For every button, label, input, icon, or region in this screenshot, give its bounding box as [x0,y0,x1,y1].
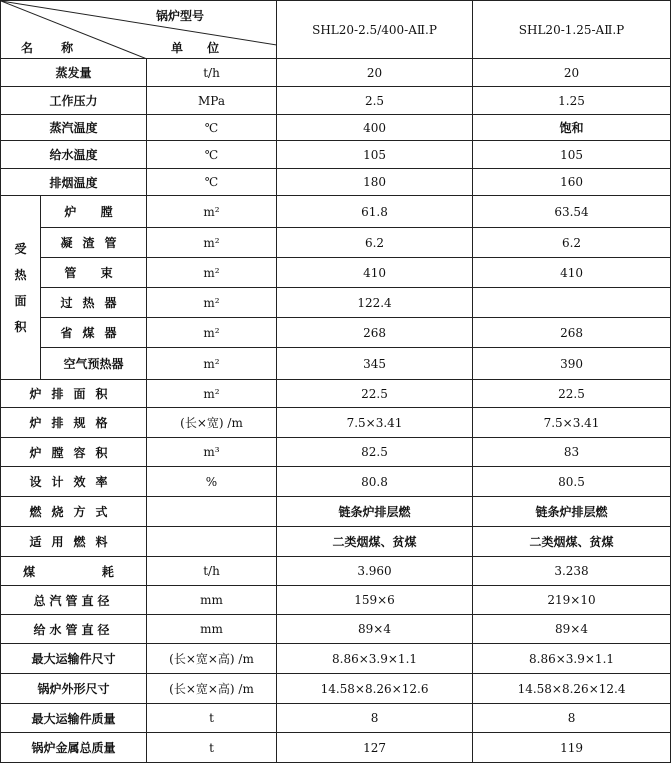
row-value-a: 80.8 [277,467,473,497]
model-a-header: SHL20-2.5/400-AⅡ.P [277,1,473,59]
row-unit: ℃ [147,115,277,141]
row-value-b: 83 [473,438,671,467]
row-name: 锅炉外形尺寸 [1,674,147,704]
row-value-b: 6.2 [473,228,671,258]
row-unit: m² [147,318,277,348]
row-value-b: 80.5 [473,467,671,497]
row-unit: ℃ [147,141,277,169]
table-row [1,318,671,348]
row-value-a: 82.5 [277,438,473,467]
table-row [1,497,671,527]
row-name: 燃烧方式 [1,497,147,527]
row-name: 排烟温度 [1,169,147,196]
table-row [1,115,671,141]
row-name: 锅炉金属总质量 [1,733,147,763]
row-unit: (长×宽×高) /m [147,674,277,704]
row-name: 蒸发量 [1,59,147,87]
row-unit: ℃ [147,169,277,196]
row-value-a: 180 [277,169,473,196]
row-name: 最大运输件质量 [1,704,147,733]
row-name: 管 束 [41,258,147,288]
row-value-a: 127 [277,733,473,763]
row-value-b: 20 [473,59,671,87]
table-row [1,87,671,115]
table-row [1,527,671,557]
row-unit: m³ [147,438,277,467]
row-value-b: 89×4 [473,615,671,644]
row-value-a: 268 [277,318,473,348]
row-name: 总汽管直径 [1,586,147,615]
row-value-b: 268 [473,318,671,348]
row-value-a: 6.2 [277,228,473,258]
table-row [1,733,671,763]
row-unit: MPa [147,87,277,115]
row-value-a: 8.86×3.9×1.1 [277,644,473,674]
row-value-a: 7.5×3.41 [277,408,473,438]
row-name: 炉膛容积 [1,438,147,467]
row-value-a: 8 [277,704,473,733]
table-row [1,615,671,644]
row-unit: m² [147,348,277,380]
model-header-label: 锅炉型号 [156,9,205,23]
header-row [1,1,671,59]
row-unit: t/h [147,557,277,586]
row-name: 给水管直径 [1,615,147,644]
table-row [1,704,671,733]
table-row [1,196,671,228]
row-name: 过热器 [41,288,147,318]
row-value-b: 105 [473,141,671,169]
header-diagonal-cell [1,1,277,59]
row-unit: m² [147,196,277,228]
table-row [1,169,671,196]
row-value-b: 119 [473,733,671,763]
table-row [1,408,671,438]
row-value-b: 14.58×8.26×12.4 [473,674,671,704]
row-value-b: 3.238 [473,557,671,586]
row-value-a: 400 [277,115,473,141]
table-row [1,59,671,87]
row-unit: t/h [147,59,277,87]
row-value-b: 链条炉排层燃 [473,497,671,527]
row-value-a: 链条炉排层燃 [277,497,473,527]
row-unit: m² [147,288,277,318]
row-unit: mm [147,586,277,615]
table-row [1,438,671,467]
row-name: 省煤器 [41,318,147,348]
name-header-label: 名 称 [21,41,86,55]
row-value-a: 159×6 [277,586,473,615]
table-row [1,557,671,586]
table-row [1,674,671,704]
table-row [1,467,671,497]
table-row [1,380,671,408]
row-unit: t [147,733,277,763]
row-name: 炉排面积 [1,380,147,408]
table-row [1,141,671,169]
row-value-a: 122.4 [277,288,473,318]
row-name: 工作压力 [1,87,147,115]
row-unit: mm [147,615,277,644]
row-unit: m² [147,380,277,408]
row-unit: % [147,467,277,497]
row-value-a: 二类烟煤、贫煤 [277,527,473,557]
row-value-b: 219×10 [473,586,671,615]
table-row [1,586,671,615]
row-unit [147,497,277,527]
row-value-a: 2.5 [277,87,473,115]
row-name: 给水温度 [1,141,147,169]
row-value-b: 63.54 [473,196,671,228]
row-unit: m² [147,258,277,288]
table-row [1,288,671,318]
row-value-b: 1.25 [473,87,671,115]
row-value-b: 二类烟煤、贫煤 [473,527,671,557]
table-row [1,348,671,380]
row-value-b: 饱和 [473,115,671,141]
row-name: 适用燃料 [1,527,147,557]
row-value-a: 61.8 [277,196,473,228]
row-value-b: 22.5 [473,380,671,408]
table-row [1,258,671,288]
model-b-header: SHL20-1.25-AⅡ.P [473,1,671,59]
row-name: 空气预热器 [41,348,147,380]
row-value-a: 22.5 [277,380,473,408]
row-value-b: 410 [473,258,671,288]
row-value-b: 7.5×3.41 [473,408,671,438]
row-value-a: 20 [277,59,473,87]
row-unit: t [147,704,277,733]
row-name: 蒸汽温度 [1,115,147,141]
row-unit: (长×宽) /m [147,408,277,438]
row-value-a: 410 [277,258,473,288]
row-value-b: 8 [473,704,671,733]
row-unit: (长×宽×高) /m [147,644,277,674]
row-name: 最大运输件尺寸 [1,644,147,674]
unit-header-label: 单 位 [171,41,230,55]
row-name: 炉 膛 [41,196,147,228]
row-unit [147,527,277,557]
row-name: 凝渣管 [41,228,147,258]
row-value-a: 105 [277,141,473,169]
row-name: 煤 耗 [1,557,147,586]
row-value-a: 345 [277,348,473,380]
row-name: 设计效率 [1,467,147,497]
row-value-a: 89×4 [277,615,473,644]
table-row [1,228,671,258]
row-name: 炉排规格 [1,408,147,438]
table-row [1,644,671,674]
row-value-a: 14.58×8.26×12.6 [277,674,473,704]
row-value-b [473,288,671,318]
row-value-b: 8.86×3.9×1.1 [473,644,671,674]
row-value-a: 3.960 [277,557,473,586]
heating-surface-group-label: 受 热 面 积 [1,196,41,380]
row-value-b: 160 [473,169,671,196]
row-unit: m² [147,228,277,258]
row-value-b: 390 [473,348,671,380]
